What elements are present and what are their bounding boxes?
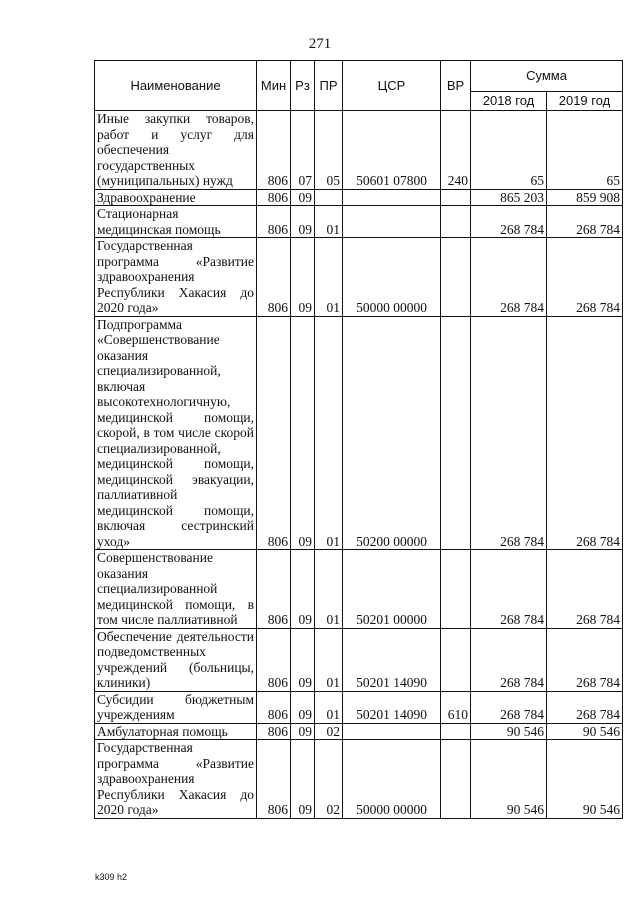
row-csr: [343, 189, 441, 206]
row-pr: 02: [315, 723, 343, 740]
row-vr: [441, 206, 471, 238]
row-sum-2018: 65: [471, 111, 547, 190]
row-pr: 01: [315, 238, 343, 317]
table-row: [95, 628, 623, 691]
row-rz: 09: [291, 628, 315, 691]
row-name: Стационарная медицинская помощь: [95, 206, 257, 238]
row-name: Подпрограмма «Совершенствование оказания специализированной, включая высокотехнологичную, медицинской помощи, скорой, в том числе скорой специализированной, медицинской помощи, медицинской эвакуации, паллиативной медицинской помощи, включая сестринский уход»: [95, 316, 257, 550]
table-row: [95, 189, 623, 206]
row-vr: [441, 189, 471, 206]
header-min: Мин: [257, 61, 291, 111]
header-sum: Сумма: [471, 61, 623, 92]
row-sum-2018: 865 203: [471, 189, 547, 206]
row-csr: 50201 00000: [343, 550, 441, 629]
table-row: [95, 111, 623, 190]
row-pr: 01: [315, 206, 343, 238]
row-vr: [441, 740, 471, 819]
row-sum-2019: 268 784: [547, 628, 623, 691]
header-vr: ВР: [441, 61, 471, 111]
row-pr: 01: [315, 550, 343, 629]
row-rz: 09: [291, 238, 315, 317]
row-sum-2019: 90 546: [547, 723, 623, 740]
row-sum-2018: 268 784: [471, 316, 547, 550]
row-pr: [315, 189, 343, 206]
table-row: [95, 238, 623, 317]
row-name: Государственная программа «Развитие здравоохранения Республики Хакасия до 2020 года»: [95, 238, 257, 317]
row-csr: [343, 723, 441, 740]
row-min: 806: [257, 316, 291, 550]
row-rz: 09: [291, 740, 315, 819]
row-vr: [441, 628, 471, 691]
row-min: 806: [257, 238, 291, 317]
row-sum-2019: 268 784: [547, 691, 623, 723]
row-vr: 610: [441, 691, 471, 723]
row-sum-2019: 268 784: [547, 238, 623, 317]
row-rz: 09: [291, 189, 315, 206]
row-sum-2018: 268 784: [471, 206, 547, 238]
row-vr: [441, 316, 471, 550]
row-min: 806: [257, 691, 291, 723]
header-pr: ПР: [315, 61, 343, 111]
table-row: [95, 550, 623, 629]
row-sum-2018: 90 546: [471, 723, 547, 740]
row-csr: 50601 07800: [343, 111, 441, 190]
row-min: 806: [257, 740, 291, 819]
row-csr: 50201 14090: [343, 691, 441, 723]
row-rz: 07: [291, 111, 315, 190]
row-csr: 50201 14090: [343, 628, 441, 691]
row-rz: 09: [291, 723, 315, 740]
row-rz: 09: [291, 691, 315, 723]
table-row: [95, 316, 623, 550]
row-min: 806: [257, 189, 291, 206]
row-sum-2019: 90 546: [547, 740, 623, 819]
row-name: Субсидии бюджетным учреждениям: [95, 691, 257, 723]
row-csr: 50200 00000: [343, 316, 441, 550]
row-pr: 02: [315, 740, 343, 819]
row-pr: 01: [315, 316, 343, 550]
header-year-2018: 2018 год: [471, 91, 547, 110]
row-pr: 01: [315, 691, 343, 723]
table-row: [95, 206, 623, 238]
header-name: Наименование: [95, 61, 257, 111]
row-csr: 50000 00000: [343, 740, 441, 819]
row-sum-2018: 268 784: [471, 238, 547, 317]
row-name: Государственная программа «Развитие здравоохранения Республики Хакасия до 2020 года»: [95, 740, 257, 819]
row-name: Амбулаторная помощь: [95, 723, 257, 740]
row-vr: [441, 550, 471, 629]
row-min: 806: [257, 111, 291, 190]
row-pr: 05: [315, 111, 343, 190]
row-sum-2018: 268 784: [471, 550, 547, 629]
table-row: [95, 691, 623, 723]
row-pr: 01: [315, 628, 343, 691]
row-rz: 09: [291, 316, 315, 550]
budget-table: [94, 60, 623, 819]
row-sum-2018: 268 784: [471, 691, 547, 723]
row-min: 806: [257, 550, 291, 629]
row-name: Совершенствование оказания специализированной медицинской помощи, в том числе паллиативной: [95, 550, 257, 629]
row-sum-2018: 90 546: [471, 740, 547, 819]
row-min: 806: [257, 628, 291, 691]
header-rz: Рз: [291, 61, 315, 111]
table-row: [95, 740, 623, 819]
row-rz: 09: [291, 550, 315, 629]
row-min: 806: [257, 206, 291, 238]
row-sum-2019: 268 784: [547, 550, 623, 629]
row-sum-2018: 268 784: [471, 628, 547, 691]
row-sum-2019: 268 784: [547, 316, 623, 550]
row-rz: 09: [291, 206, 315, 238]
row-name: Обеспечение деятельности подведомственных учреждений (больницы, клиники): [95, 628, 257, 691]
row-name: Иные закупки товаров, работ и услуг для обеспечения государственных (муниципальных) нужд: [95, 111, 257, 190]
footer-code: k309 h2: [95, 872, 128, 882]
header-csr: ЦСР: [343, 61, 441, 111]
page-number: 271: [308, 36, 332, 52]
row-min: 806: [257, 723, 291, 740]
row-sum-2019: 65: [547, 111, 623, 190]
row-name: Здравоохранение: [95, 189, 257, 206]
row-csr: 50000 00000: [343, 238, 441, 317]
table-row: [95, 723, 623, 740]
row-sum-2019: 268 784: [547, 206, 623, 238]
row-csr: [343, 206, 441, 238]
row-sum-2019: 859 908: [547, 189, 623, 206]
row-vr: 240: [441, 111, 471, 190]
row-vr: [441, 238, 471, 317]
header-year-2019: 2019 год: [547, 91, 623, 110]
row-vr: [441, 723, 471, 740]
